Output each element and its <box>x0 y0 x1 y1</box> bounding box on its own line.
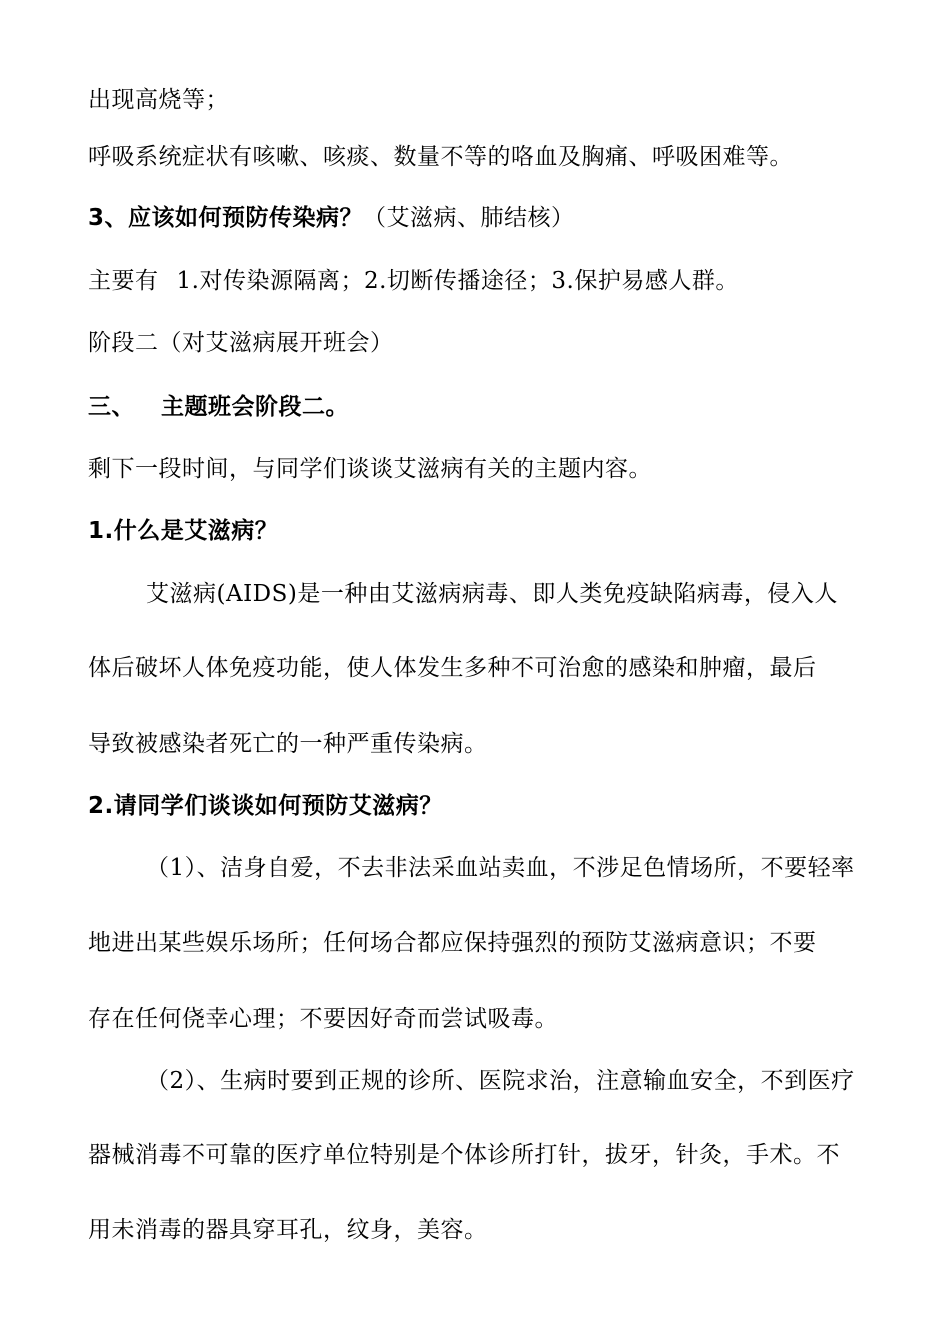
text-line-lead: 主要有 <box>88 268 159 294</box>
text-line-content: 阶段二（对艾滋病展开班会） <box>88 330 394 356</box>
text-line-content: 出现高烧等； <box>88 87 229 113</box>
heading-number: 三、 <box>88 394 135 420</box>
section-heading <box>88 202 888 234</box>
text-line <box>88 327 888 359</box>
text-line <box>88 141 888 173</box>
paragraph-line <box>88 728 888 760</box>
heading-text: 1.什么是艾滋病？ <box>88 518 279 544</box>
text-line <box>88 265 888 297</box>
paragraph-text: 艾滋病(AIDS)是一种由艾滋病病毒、即人类免疫缺陷病毒，侵入人 <box>146 581 838 607</box>
paragraph-text: （2）、生病时要到正规的诊所、医院求治，注意输血安全，不到医疗 <box>146 1068 855 1094</box>
paragraph-line <box>146 578 946 610</box>
paragraph-text: 器械消毒不可靠的医疗单位特别是个体诊所打针，拔牙，针灸，手术。不 <box>88 1142 840 1168</box>
heading-text: 主题班会阶段二。 <box>161 394 349 420</box>
paragraph-line <box>88 927 888 959</box>
heading-note: （艾滋病、肺结核） <box>363 205 575 231</box>
section-heading <box>88 515 888 547</box>
paragraph-text: 地进出某些娱乐场所；任何场合都应保持强烈的预防艾滋病意识；不要 <box>88 930 817 956</box>
paragraph-text: 存在任何侥幸心理；不要因好奇而尝试吸毒。 <box>88 1006 558 1032</box>
paragraph-line <box>88 652 888 684</box>
heading-text: 3、应该如何预防传染病？ <box>88 205 364 231</box>
paragraph-text: （1）、洁身自爱，不去非法采血站卖血，不涉足色情场所，不要轻率 <box>146 855 855 881</box>
text-line-content: 呼吸系统症状有咳嗽、咳痰、数量不等的咯血及胸痛、呼吸困难等。 <box>88 144 793 170</box>
paragraph-text: 用未消毒的器具穿耳孔，纹身，美容。 <box>88 1217 488 1243</box>
text-line <box>88 453 888 485</box>
section-heading <box>88 391 888 423</box>
paragraph-line <box>146 852 946 884</box>
paragraph-line <box>146 1065 946 1097</box>
heading-text: 2.请同学们谈谈如何预防艾滋病？ <box>88 793 443 819</box>
text-line-content: 1.对传染源隔离；2.切断传播途径；3.保护易感人群。 <box>176 268 739 294</box>
text-line-content: 剩下一段时间，与同学们谈谈艾滋病有关的主题内容。 <box>88 456 652 482</box>
paragraph-text: 导致被感染者死亡的一种严重传染病。 <box>88 731 488 757</box>
paragraph-text: 体后破坏人体免疫功能，使人体发生多种不可治愈的感染和肿瘤，最后 <box>88 655 817 681</box>
paragraph-line <box>88 1214 888 1246</box>
section-heading <box>88 790 888 822</box>
paragraph-line <box>88 1003 888 1035</box>
paragraph-line <box>88 1139 888 1171</box>
text-line <box>88 84 888 116</box>
